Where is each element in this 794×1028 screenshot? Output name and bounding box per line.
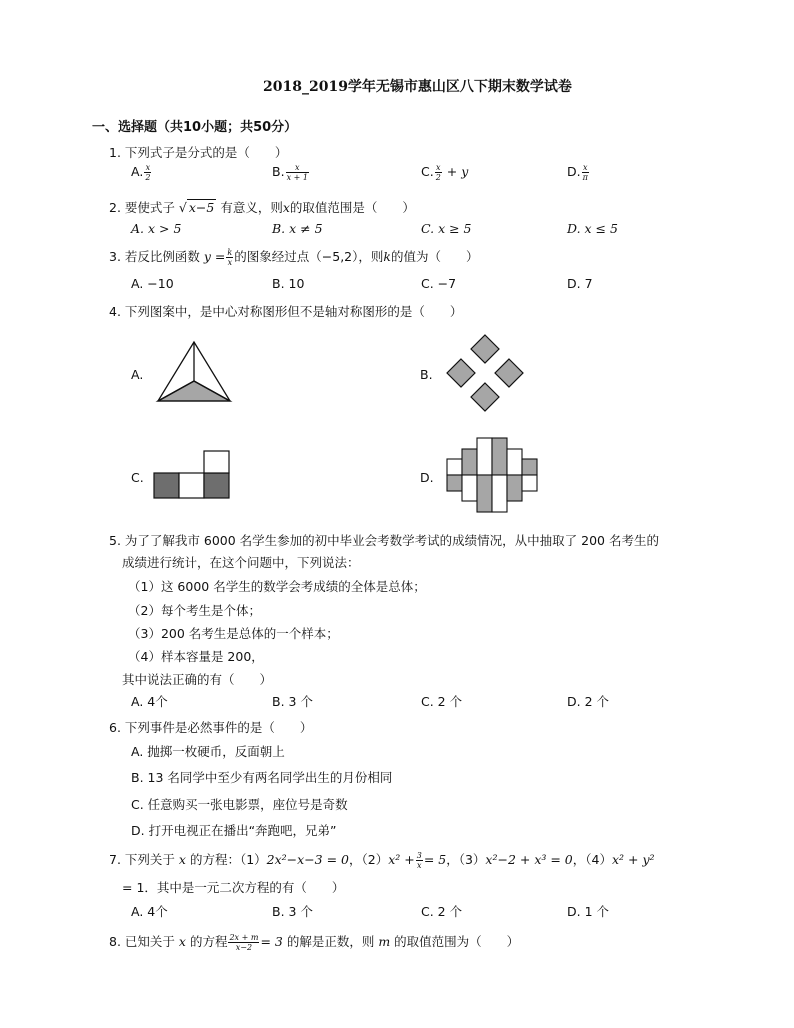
q2-option-b: B. x ≠ 5 [272,221,323,236]
page-title: 2018_2019学年无锡市惠山区八下期末数学试卷 [263,79,572,95]
q3-option-d: D. 7 [567,276,593,291]
q1-option-c: C. $\frac{x}{2}$ + y [421,163,469,182]
q3-option-b: B. 10 [272,276,305,291]
q6-option-d: D. 打开电视正在播出“奔跑吧，兄弟” [131,823,337,838]
q5-statement-4: （4）样本容量是 200， [128,649,264,664]
q4-option-d-label: D. [420,470,434,485]
q4-option-b-label: B. [420,367,433,382]
q5-option-d: D. 2 个 [567,694,609,709]
q3-option-a: A. −10 [131,276,174,291]
q4-figure-b [444,332,526,414]
q6-option-c: C. 任意购买一张电影票，座位号是奇数 [131,797,348,812]
q4-option-a-label: A. [131,367,144,382]
q7-option-b: B. 3 个 [272,904,313,919]
question-1-stem: 1. 下列式子是分式的是（ ） [109,145,288,160]
question-5-line-2: 成绩进行统计，在这个问题中，下列说法： [122,555,360,570]
q4-figure-a [154,339,234,405]
question-6-stem: 6. 下列事件是必然事件的是（ ） [109,720,313,735]
q2-option-d: D. x ≤ 5 [567,221,618,236]
question-7-line-2: = 1．其中是一元二次方程的有（ ） [122,880,345,895]
question-4-stem: 4. 下列图案中，是中心对称图形但不是轴对称图形的是（ ） [109,304,463,319]
q5-option-c: C. 2 个 [421,694,463,709]
q3-option-c: C. −7 [421,276,457,291]
q6-option-b: B. 13 名同学中至少有两名同学出生的月份相同 [131,770,393,785]
question-7-line-1: 7. 下列关于 x 的方程：（1）2x²−x−3 = 0，（2）x² + $\frac{3}{x}$ = 5，（3）x²−2 + x³ = 0，（4）x² + y² [109,851,655,870]
question-5-line-1: 5. 为了了解我市 6000 名学生参加的初中毕业会考数学考试的成绩情况，从中抽取了 200 名考生的 [109,533,659,548]
q7-option-d: D. 1 个 [567,904,609,919]
q2-option-a: A. x > 5 [131,221,182,236]
q7-option-c: C. 2 个 [421,904,463,919]
q5-statement-3: （3）200 名考生是总体的一个样本； [128,626,339,641]
q2-option-c: C. x ≥ 5 [421,221,472,236]
question-3-stem: 3. 若反比例函数 y = $\frac{k}{x}$ 的图象经过点（−5,2），则k的值为（ ） [109,248,479,267]
q1-option-a: A. $\frac{x}{2}$ [131,163,151,182]
q4-option-c-label: C. [131,470,144,485]
q1-option-d: D. $\frac{x}{\pi}$ [567,163,588,182]
q5-option-b: B. 3 个 [272,694,313,709]
q5-statement-1: （1）这 6000 名学生的数学会考成绩的全体是总体； [128,579,426,594]
q5-question: 其中说法正确的有（ ） [122,672,273,687]
question-2-stem: 2. 要使式子 √ x−5 有意义，则x的取值范围是（ ） [109,200,415,215]
q5-statement-2: （2）每个考生是个体； [128,603,261,618]
q7-option-a: A. 4个 [131,904,168,919]
q4-figure-d [444,435,546,517]
q1-option-b: B. $\frac{x}{x + 1}$ [272,163,308,182]
section-heading: 一、选择题（共10小题；共50分） [92,120,298,135]
q6-option-a: A. 抛掷一枚硬币，反面朝上 [131,744,285,759]
question-8-stem: 8. 已知关于 x 的方程 $\frac{2x + m}{x-2}$ = 3 的解是正数，则 m 的取值范围为（ ） [109,933,520,952]
q4-figure-c [152,449,232,501]
q5-option-a: A. 4个 [131,694,168,709]
